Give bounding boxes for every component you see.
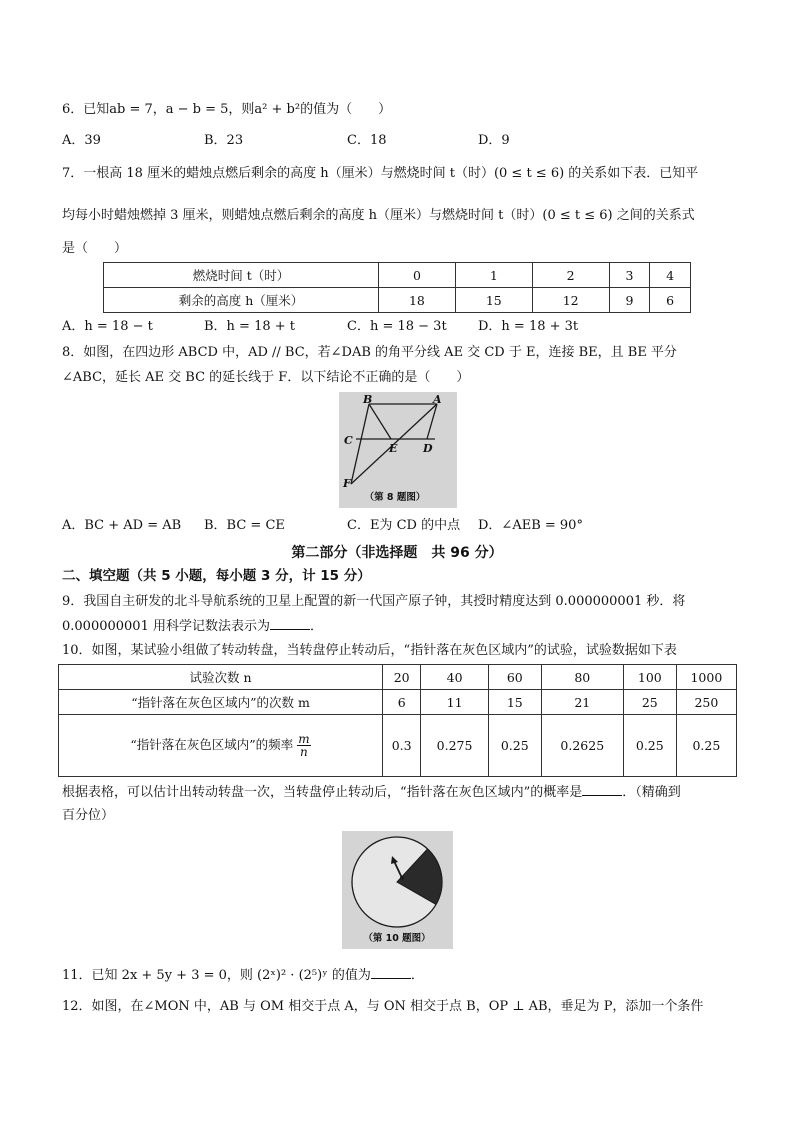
- q10-table-cell: 40: [421, 665, 489, 690]
- q8-label-d: D: [423, 442, 433, 455]
- q8-option-c: C．E为 CD 的中点: [347, 518, 461, 533]
- q8-option-a: A．BC + AD = AB: [62, 518, 182, 533]
- q7-option-b: B．h = 18 + t: [204, 319, 296, 334]
- q10-figure: [342, 831, 453, 949]
- q10-table-cell: 0.3: [383, 715, 421, 777]
- q8-label-b: B: [363, 393, 373, 406]
- q7-table-row2-label: 剩余的高度 h（厘米）: [104, 288, 379, 313]
- q8-label-a: A: [433, 393, 442, 406]
- q8-geometry-diagram: [339, 392, 457, 508]
- q10-table-cell: 6: [383, 690, 421, 715]
- q11-stem-end: ．: [410, 968, 424, 983]
- q10-table-cell: 0.25: [488, 715, 541, 777]
- q6-option-c: C．18: [347, 133, 387, 148]
- q10-table-cell: 25: [623, 690, 676, 715]
- q10-figure-caption: （第 10 题图）: [363, 933, 431, 944]
- q10-table-cell: 80: [541, 665, 623, 690]
- q7-table-cell: 2: [532, 263, 609, 288]
- q7-option-a: A．h = 18 − t: [62, 319, 153, 334]
- q9-line2-wrap: [62, 617, 323, 636]
- q7-table-cell: 6: [650, 288, 691, 313]
- q11-stem: 11．已知 2x + 5y + 3 = 0，则 (2ˣ)² · (2⁵)ʸ 的值为: [62, 968, 371, 983]
- q8-option-b: B．BC = CE: [204, 518, 285, 533]
- q10-table-cell: 0.275: [421, 715, 489, 777]
- q7-table-cell: 15: [455, 288, 532, 313]
- q7-table-cell: 3: [609, 263, 650, 288]
- q10-table-cell: 0.2625: [541, 715, 623, 777]
- q10-table-cell: 60: [488, 665, 541, 690]
- q10-line1: 10．如图，某试验小组做了转动转盘，当转盘停止转动后，“指针落在灰色区域内”的试验，试验数据如下表: [62, 643, 677, 658]
- q10-answer-blank: [582, 783, 622, 796]
- q10-table-cell: 0.25: [623, 715, 676, 777]
- q10-table-cell: 21: [541, 690, 623, 715]
- q7-table-cell: 9: [609, 288, 650, 313]
- q10-line2: 根据表格，可以估计出转动转盘一次，当转盘停止转动后，“指针落在灰色区域内”的概率是: [62, 785, 583, 800]
- q10-table-row3-label: [59, 715, 383, 777]
- q7-line1: 7．一根高 18 厘米的蜡烛点燃后剩余的高度 h（厘米）与燃烧时间 t（时）(0 ≤ t ≤ 6) 的关系如下表．已知平: [62, 166, 699, 181]
- q11-wrap: [62, 966, 424, 985]
- q7-table-cell: 0: [379, 263, 456, 288]
- q10-table-cell: 11: [421, 690, 489, 715]
- q10-table-cell: 250: [676, 690, 736, 715]
- q8-line2: ∠ABC，延长 AE 交 BC 的延长线于 F．以下结论不正确的是（ ）: [62, 370, 470, 385]
- q8-figure-caption: （第 8 题图）: [364, 492, 426, 503]
- q9-answer-blank: [270, 617, 310, 630]
- q10-table-cell: 100: [623, 665, 676, 690]
- q7-option-d: D．h = 18 + 3t: [478, 319, 579, 334]
- q6-option-b: B．23: [204, 133, 244, 148]
- q10-table-cell: 0.25: [676, 715, 736, 777]
- q7-line2: 均每小时蜡烛燃掉 3 厘米，则蜡烛点燃后剩余的高度 h（厘米）与燃烧时间 t（时）(0 ≤ t ≤ 6) 之间的关系式: [62, 208, 695, 223]
- q10-row3-label-text: “指针落在灰色区域内”的频率: [130, 737, 294, 752]
- q10-line2-wrap: [62, 783, 681, 802]
- q7-line3: 是（ ）: [62, 241, 128, 256]
- fraction-numerator: m: [298, 732, 310, 746]
- q6-option-d: D．9: [478, 133, 510, 148]
- q10-table: [58, 664, 737, 777]
- fraction-denominator: n: [300, 745, 308, 759]
- q10-line3: 百分位）: [62, 808, 115, 823]
- q7-table-cell: 1: [455, 263, 532, 288]
- q11-answer-blank: [371, 966, 411, 979]
- q12-line1: 12．如图，在∠MON 中，AB 与 OM 相交于点 A，与 ON 相交于点 B，OP ⊥ AB，垂足为 P，添加一个条件: [62, 999, 704, 1014]
- section2-heading: 二、填空题（共 5 小题，每小题 3 分，计 15 分）: [62, 568, 371, 584]
- q10-frequency-fraction: [297, 733, 310, 758]
- q8-line1: 8．如图，在四边形 ABCD 中，AD // BC，若∠DAB 的角平分线 AE 交 CD 于 E，连接 BE，且 BE 平分: [62, 345, 677, 360]
- q7-table-cell: 12: [532, 288, 609, 313]
- q8-label-e: E: [389, 442, 398, 455]
- q8-label-f: F: [343, 477, 351, 490]
- q6-option-a: A．39: [62, 133, 101, 148]
- q10-table-row2-label: “指针落在灰色区域内”的次数 m: [59, 690, 383, 715]
- q10-spinner-diagram: [342, 831, 453, 949]
- q9-line1: 9．我国自主研发的北斗导航系统的卫星上配置的新一代国产原子钟，其授时精度达到 0.000000001 秒．将: [62, 594, 686, 609]
- q7-table-cell: 4: [650, 263, 691, 288]
- q7-option-c: C．h = 18 − 3t: [347, 319, 447, 334]
- q7-table: [103, 262, 691, 313]
- q8-label-c: C: [344, 434, 353, 447]
- q10-line2-end: ．（精确到: [622, 785, 681, 800]
- q7-table-row1-label: 燃烧时间 t（时）: [104, 263, 379, 288]
- q10-table-row1-label: 试验次数 n: [59, 665, 383, 690]
- q9-line2-end: ．: [309, 619, 323, 634]
- q8-figure: [339, 392, 457, 508]
- q10-table-cell: 1000: [676, 665, 736, 690]
- q9-line2: 0.000000001 用科学记数法表示为: [62, 619, 270, 634]
- q8-option-d: D．∠AEB = 90°: [478, 518, 583, 533]
- q6-stem: 6．已知ab = 7，a − b = 5，则a² + b²的值为（ ）: [62, 102, 392, 117]
- q7-table-cell: 18: [379, 288, 456, 313]
- q10-table-cell: 20: [383, 665, 421, 690]
- q10-table-cell: 15: [488, 690, 541, 715]
- part2-heading: 第二部分（非选择题 共 96 分）: [291, 545, 503, 561]
